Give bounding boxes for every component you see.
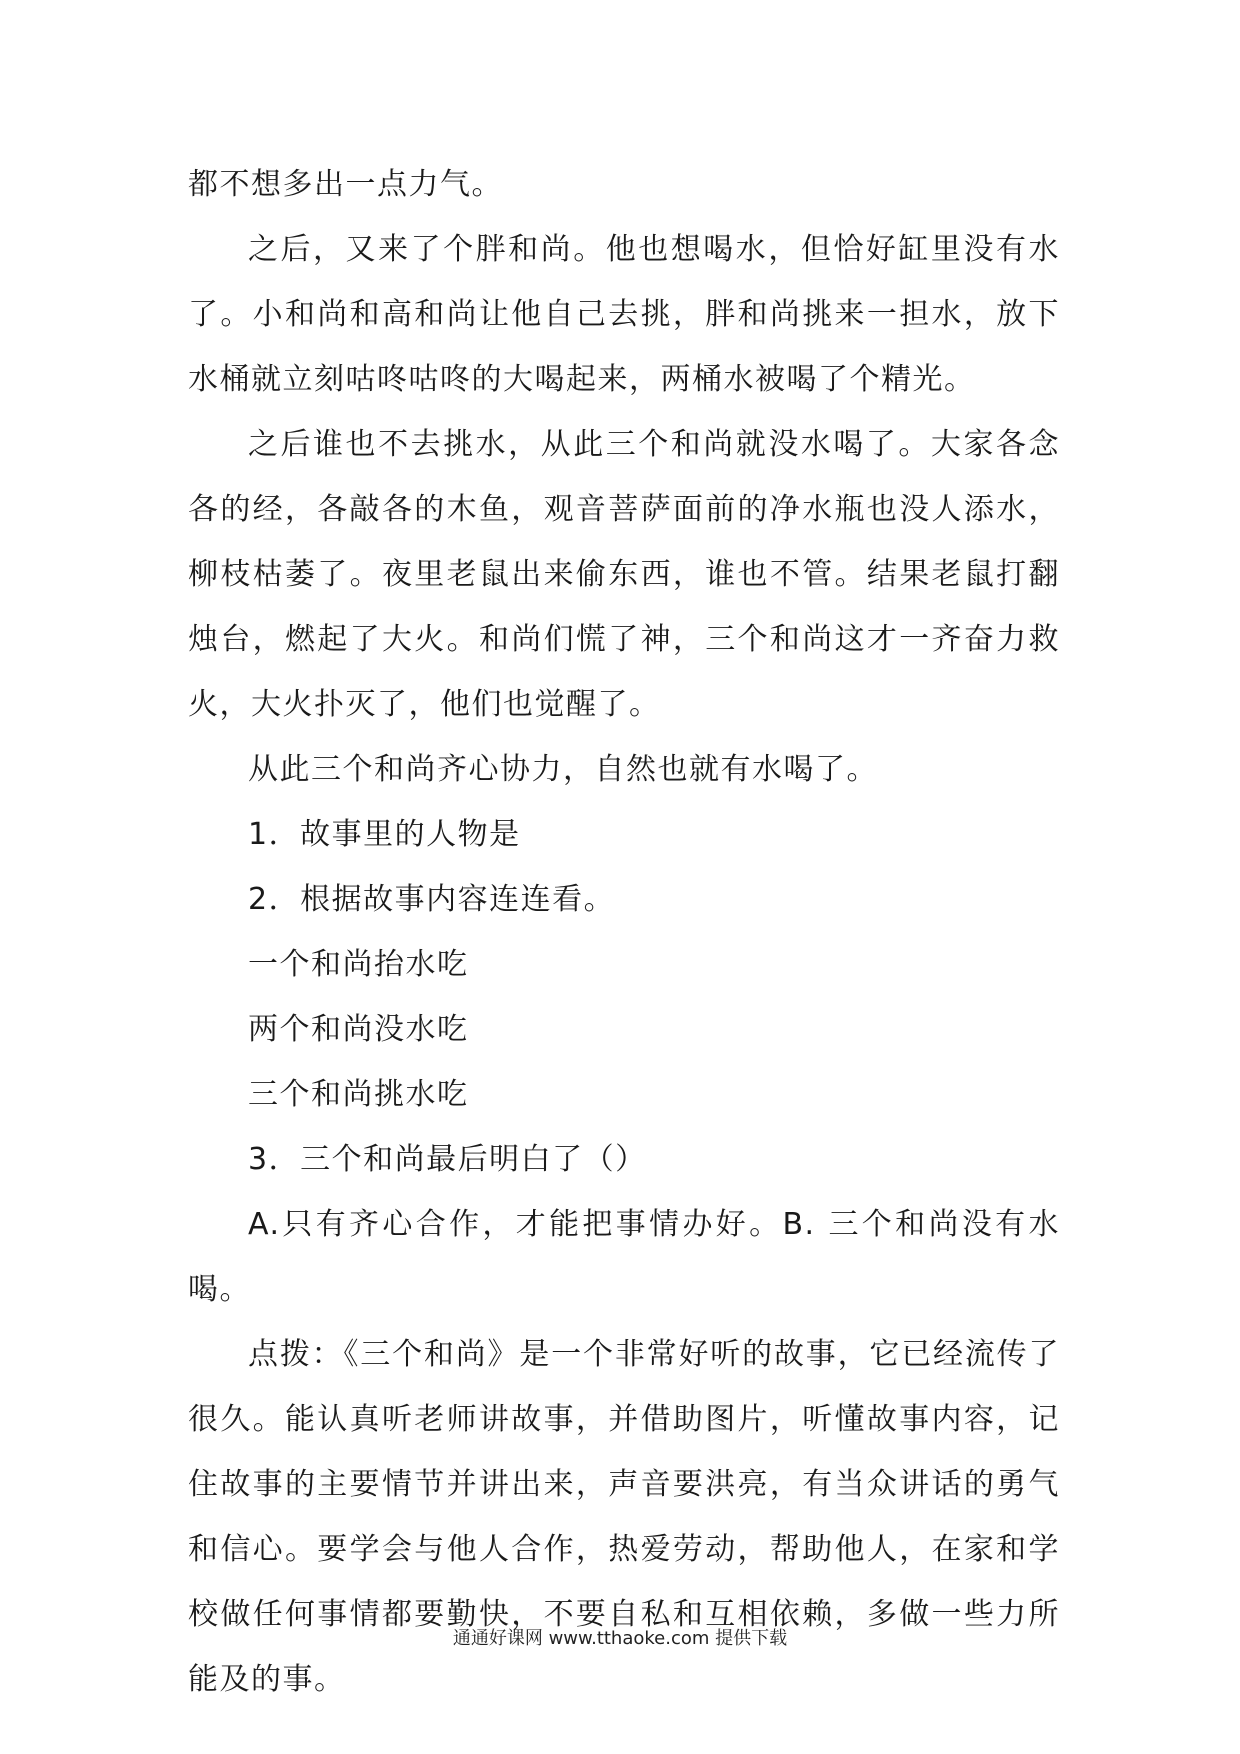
- question-3-options: A.只有齐心合作，才能把事情办好。B. 三个和尚没有水喝。: [188, 1207, 1060, 1307]
- story-paragraph-4: 从此三个和尚齐心协力，自然也就有水喝了。: [248, 752, 878, 787]
- story-paragraph-3: 之后谁也不去挑水，从此三个和尚就没水喝了。大家各念各的经，各敲各的木鱼，观音菩萨面前的净水瓶也没人添水，柳枝枯萎了。夜里老鼠出来偷东西，谁也不管。结果老鼠打翻烛台，燃起了大火。和尚们慌了神，三个和尚这才一齐奋力救火，大火扑灭了，他们也觉醒了。: [188, 427, 1060, 722]
- question-2: 2．根据故事内容连连看。: [248, 882, 616, 917]
- match-item-2: 两个和尚没水吃: [248, 1012, 469, 1047]
- page-footer: 通通好课网 www.tthaoke.com 提供下载: [452, 1628, 788, 1649]
- match-item-1: 一个和尚抬水吃: [248, 947, 469, 982]
- question-3: 3．三个和尚最后明白了（）: [248, 1142, 647, 1177]
- story-paragraph-1: 都不想多出一点力气。: [188, 167, 503, 202]
- story-paragraph-2: 之后，又来了个胖和尚。他也想喝水，但恰好缸里没有水了。小和尚和高和尚让他自己去挑，胖和尚挑来一担水，放下水桶就立刻咕咚咕咚的大喝起来，两桶水被喝了个精光。: [188, 232, 1060, 397]
- match-item-3: 三个和尚挑水吃: [248, 1077, 469, 1112]
- document-body: [188, 152, 1060, 1712]
- question-1: 1．故事里的人物是: [248, 817, 521, 852]
- hint-paragraph: 点拨：《三个和尚》是一个非常好听的故事，它已经流传了很久。能认真听老师讲故事，并借助图片，听懂故事内容，记住故事的主要情节并讲出来，声音要洪亮，有当众讲话的勇气和信心。要学会与他人合作，热爱劳动，帮助他人，在家和学校做任何事情都要勤快，不要自私和互相依赖，多做一些力所能及的事。: [188, 1337, 1060, 1697]
